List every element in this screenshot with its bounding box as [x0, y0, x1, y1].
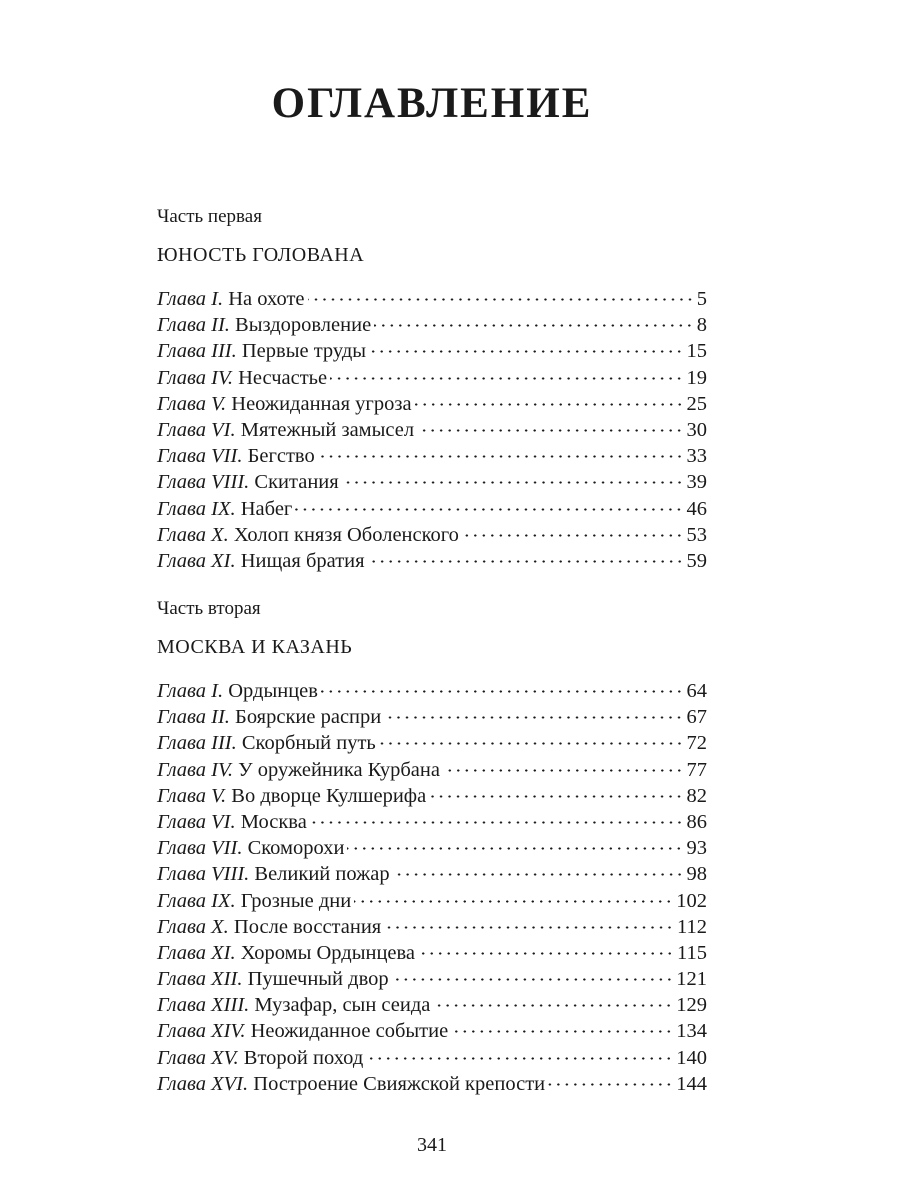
chapter-title: Второй поход: [243, 1046, 364, 1069]
chapter-page-number: 144: [676, 1072, 707, 1095]
chapter-number: Глава XV.: [157, 1046, 239, 1069]
chapter-title: Во дворце Кулшерифа: [231, 784, 427, 807]
toc-entry: [157, 522, 707, 548]
chapter-number: Глава IV.: [157, 758, 233, 781]
dot-leader: [330, 377, 683, 380]
chapter-page-number: 15: [686, 340, 707, 363]
chapter-number: Глава VI.: [157, 810, 236, 833]
toc-entry: [157, 312, 707, 338]
chapter-title: Холоп князя Оболенского: [233, 523, 459, 546]
dot-leader: [393, 873, 684, 876]
dot-leader: [418, 952, 674, 955]
chapter-number: Глава II.: [157, 314, 230, 337]
toc-entry: [157, 1045, 707, 1071]
chapter-number: Глава V.: [157, 784, 227, 807]
chapter-title: На охоте: [228, 288, 305, 310]
chapter-title: После восстания: [233, 915, 382, 938]
dot-leader: [429, 795, 683, 798]
chapter-page-number: 8: [696, 314, 707, 337]
chapter-number: Глава XIII.: [157, 994, 250, 1017]
chapter-page-number: 86: [686, 810, 707, 833]
chapter-title: Музафар, сын сеида: [254, 994, 431, 1017]
toc-entry: [157, 992, 707, 1018]
dot-leader: [379, 742, 684, 745]
part-1-label: Часть первая: [157, 206, 262, 227]
chapter-page-number: 59: [686, 549, 707, 572]
part-1-title: ЮНОСТЬ ГОЛОВАНА: [157, 244, 365, 266]
dot-leader: [342, 481, 684, 484]
chapter-number: Глава VII.: [157, 837, 243, 860]
dot-leader: [308, 298, 694, 301]
chapter-page-number: 46: [686, 497, 707, 520]
toc-entry: [157, 417, 707, 443]
dot-leader: [462, 534, 684, 537]
chapter-page-number: 72: [686, 732, 707, 755]
chapter-page-number: 53: [686, 523, 707, 546]
chapter-title: Построение Свияжской крепости: [253, 1072, 546, 1095]
toc-entry: [157, 888, 707, 914]
chapter-number: Глава XI.: [157, 941, 236, 964]
chapter-title: У оружейника Курбана: [238, 758, 440, 781]
chapter-page-number: 64: [686, 680, 707, 702]
toc-entry: [157, 704, 707, 730]
chapter-title: Боярские распри: [235, 706, 382, 729]
dot-leader: [374, 324, 694, 327]
chapter-page-number: 5: [696, 288, 707, 310]
dot-leader: [321, 690, 684, 693]
toc-entry: [157, 914, 707, 940]
dot-leader: [433, 1004, 673, 1007]
part-2-chapter-list: [157, 678, 707, 1097]
dot-leader: [295, 508, 683, 511]
toc-entry: [157, 443, 707, 469]
chapter-page-number: 19: [686, 366, 707, 389]
dot-leader: [384, 716, 683, 719]
dot-leader: [417, 429, 683, 432]
part-2-title: МОСКВА И КАЗАНЬ: [157, 636, 353, 658]
toc-entry: [157, 783, 707, 809]
toc-entry: [157, 809, 707, 835]
toc-entry: [157, 469, 707, 495]
chapter-page-number: 33: [686, 445, 707, 468]
chapter-title: Хоромы Ордынцева: [240, 941, 416, 964]
chapter-page-number: 93: [686, 837, 707, 860]
toc-entry: [157, 548, 707, 574]
toc-entry: [157, 1071, 707, 1097]
dot-leader: [415, 403, 684, 406]
chapter-number: Глава XVI.: [157, 1072, 249, 1095]
chapter-number: Глава IX.: [157, 497, 236, 520]
chapter-number: Глава VIII.: [157, 471, 250, 494]
dot-leader: [318, 455, 684, 458]
chapter-number: Глава I.: [157, 288, 224, 310]
dot-leader: [369, 350, 683, 353]
chapter-page-number: 115: [677, 941, 707, 964]
toc-entry: [157, 496, 707, 522]
chapter-page-number: 98: [686, 863, 707, 886]
chapter-number: Глава IX.: [157, 889, 236, 912]
chapter-title: Неожиданная угроза: [231, 392, 412, 415]
chapter-title: Скоморохи: [247, 837, 345, 860]
chapter-page-number: 39: [686, 471, 707, 494]
chapter-title: Первые труды: [241, 340, 367, 363]
part-2-label: Часть вторая: [157, 598, 261, 619]
dot-leader: [310, 821, 684, 824]
chapter-number: Глава II.: [157, 706, 230, 729]
toc-page: [157, 0, 707, 1200]
chapter-title: Ордынцев: [228, 680, 318, 702]
chapter-title: Мятежный замысел: [240, 418, 415, 441]
dot-leader: [347, 847, 683, 850]
chapter-page-number: 25: [686, 392, 707, 415]
chapter-page-number: 129: [676, 994, 707, 1017]
chapter-number: Глава XIV.: [157, 1020, 246, 1043]
chapter-number: Глава X.: [157, 523, 229, 546]
toc-entry: [157, 391, 707, 417]
dot-leader: [451, 1030, 673, 1033]
chapter-number: Глава VI.: [157, 418, 236, 441]
chapter-title: Бегство: [247, 445, 315, 468]
chapter-number: Глава XI.: [157, 549, 236, 572]
chapter-title: Скорбный путь: [241, 732, 376, 755]
toc-entry: [157, 940, 707, 966]
chapter-number: Глава III.: [157, 340, 237, 363]
toc-entry: [157, 338, 707, 364]
dot-leader: [384, 926, 674, 929]
chapter-page-number: 140: [676, 1046, 707, 1069]
page-title: ОГЛАВЛЕНИЕ: [271, 80, 593, 127]
dot-leader: [548, 1083, 673, 1086]
toc-entry: [157, 1018, 707, 1044]
dot-leader: [366, 1057, 673, 1060]
chapter-number: Глава VIII.: [157, 863, 250, 886]
chapter-number: Глава V.: [157, 392, 227, 415]
page-number: 341: [417, 1134, 447, 1156]
chapter-title: Выздоровление: [235, 314, 372, 337]
toc-entry: [157, 757, 707, 783]
chapter-page-number: 30: [686, 418, 707, 441]
toc-entry: [157, 678, 707, 704]
chapter-title: Несчастье: [238, 366, 328, 389]
chapter-title: Неожиданное событие: [250, 1020, 449, 1043]
chapter-number: Глава XII.: [157, 968, 243, 991]
toc-entry: [157, 365, 707, 391]
chapter-title: Великий пожар: [254, 863, 390, 886]
dot-leader: [354, 900, 673, 903]
chapter-page-number: 112: [677, 915, 707, 938]
chapter-title: Набег: [240, 497, 293, 520]
toc-entry: [157, 835, 707, 861]
chapter-number: Глава III.: [157, 732, 237, 755]
chapter-page-number: 102: [676, 889, 707, 912]
dot-leader: [392, 978, 674, 981]
chapter-title: Москва: [240, 810, 307, 833]
chapter-page-number: 77: [686, 758, 707, 781]
chapter-number: Глава IV.: [157, 366, 233, 389]
chapter-page-number: 121: [676, 968, 707, 991]
toc-entry: [157, 861, 707, 887]
chapter-page-number: 82: [686, 784, 707, 807]
chapter-title: Грозные дни: [240, 889, 352, 912]
part-1-chapter-list: [157, 286, 707, 574]
toc-entry: [157, 966, 707, 992]
chapter-title: Нищая братия: [240, 549, 365, 572]
dot-leader: [443, 769, 684, 772]
chapter-number: Глава I.: [157, 680, 224, 702]
toc-entry: [157, 730, 707, 756]
chapter-title: Пушечный двор: [247, 968, 389, 991]
chapter-page-number: 134: [676, 1020, 707, 1043]
chapter-page-number: 67: [686, 706, 707, 729]
chapter-title: Скитания: [254, 471, 339, 494]
chapter-number: Глава VII.: [157, 445, 243, 468]
dot-leader: [368, 560, 684, 563]
toc-entry: [157, 286, 707, 312]
chapter-number: Глава X.: [157, 915, 229, 938]
